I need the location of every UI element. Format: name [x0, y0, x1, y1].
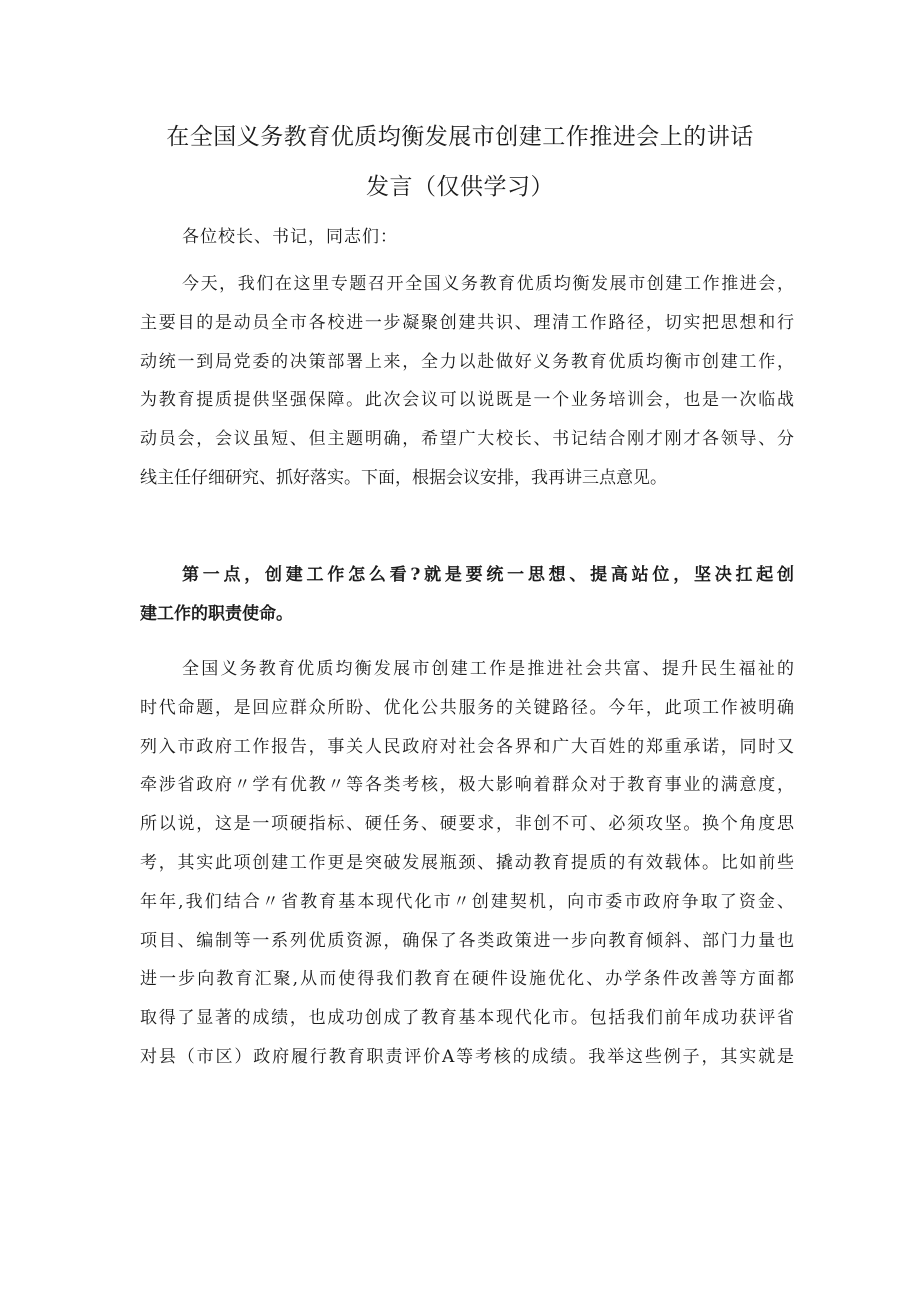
text-line: 取得了显著的成绩，也成功创成了教育基本现代化市。包括我们前年成功获评省	[140, 1008, 794, 1029]
text-line: 全国义务教育优质均衡发展市创建工作是推进社会共富、提升民生福祉的	[182, 659, 794, 679]
section-heading-point-1	[140, 556, 794, 634]
paragraph-opening	[140, 265, 794, 498]
text-line: 动员会，会议虽短、但主题明确，希望广大校长、书记结合刚才刚才各领导、分	[140, 429, 794, 450]
heading-line: 第一点，创建工作怎么看?就是要统一思想、提高站位，坚决扛起创	[182, 565, 794, 585]
paragraph-point-1-body	[140, 650, 794, 1077]
text-line: 年年,我们结合〃省教育基本现代化市〃创建契机，向市委市政府争取了资金、	[140, 891, 794, 912]
title-line-1: 在全国义务教育优质均衡发展市创建工作推进会上的讲话	[166, 124, 754, 150]
text-line: 牵涉省政府〃学有优教〃等各类考核，极大影响着群众对于教育事业的满意度，	[140, 775, 794, 796]
text-line: 为教育提质提供坚强保障。此次会议可以说既是一个业务培训会，也是一次临战	[140, 390, 794, 411]
text-line: 动统一到局党委的决策部署上来，全力以赴做好义务教育优质均衡市创建工作，	[140, 351, 794, 372]
text-line: 主要目的是动员全市各校进一步凝聚创建共识、理清工作路径，切实把思想和行	[140, 312, 794, 333]
text-line: 今天，我们在这里专题召开全国义务教育优质均衡发展市创建工作推进会，	[182, 274, 794, 294]
text-line: 考，其实此项创建工作更是突破发展瓶颈、撬动教育提质的有效载体。比如前些	[140, 852, 794, 873]
text-line: 项目、编制等一系列优质资源，确保了各类政策进一步向教育倾斜、部门力量也	[140, 930, 794, 951]
text-line: 对县（市区）政府履行教育职责评价A等考核的成绩。我举这些例子，其实就是	[140, 1046, 794, 1067]
document-title	[0, 112, 920, 212]
heading-line: 建工作的职责使命。	[140, 603, 293, 624]
text-line: 进一步向教育汇聚,从而使得我们教育在硬件设施优化、办学条件改善等方面都	[140, 969, 794, 990]
text-line: 时代命题，是回应群众所盼、优化公共服务的关键路径。今年，此项工作被明确	[140, 697, 794, 718]
title-line-2: 发言（仅供学习）	[366, 174, 554, 200]
text-line: 列入市政府工作报告，事关人民政府对社会各界和广大百姓的郑重承诺，同时又	[140, 736, 794, 757]
text-line: 所以说，这是一项硬指标、硬任务、硬要求，非创不可、必须攻坚。换个角度思	[140, 814, 794, 835]
greeting: 各位校长、书记，同志们：	[182, 227, 398, 247]
text-line: 线主任仔细研究、抓好落实。下面，根据会议安排，我再讲三点意见。	[140, 467, 667, 488]
